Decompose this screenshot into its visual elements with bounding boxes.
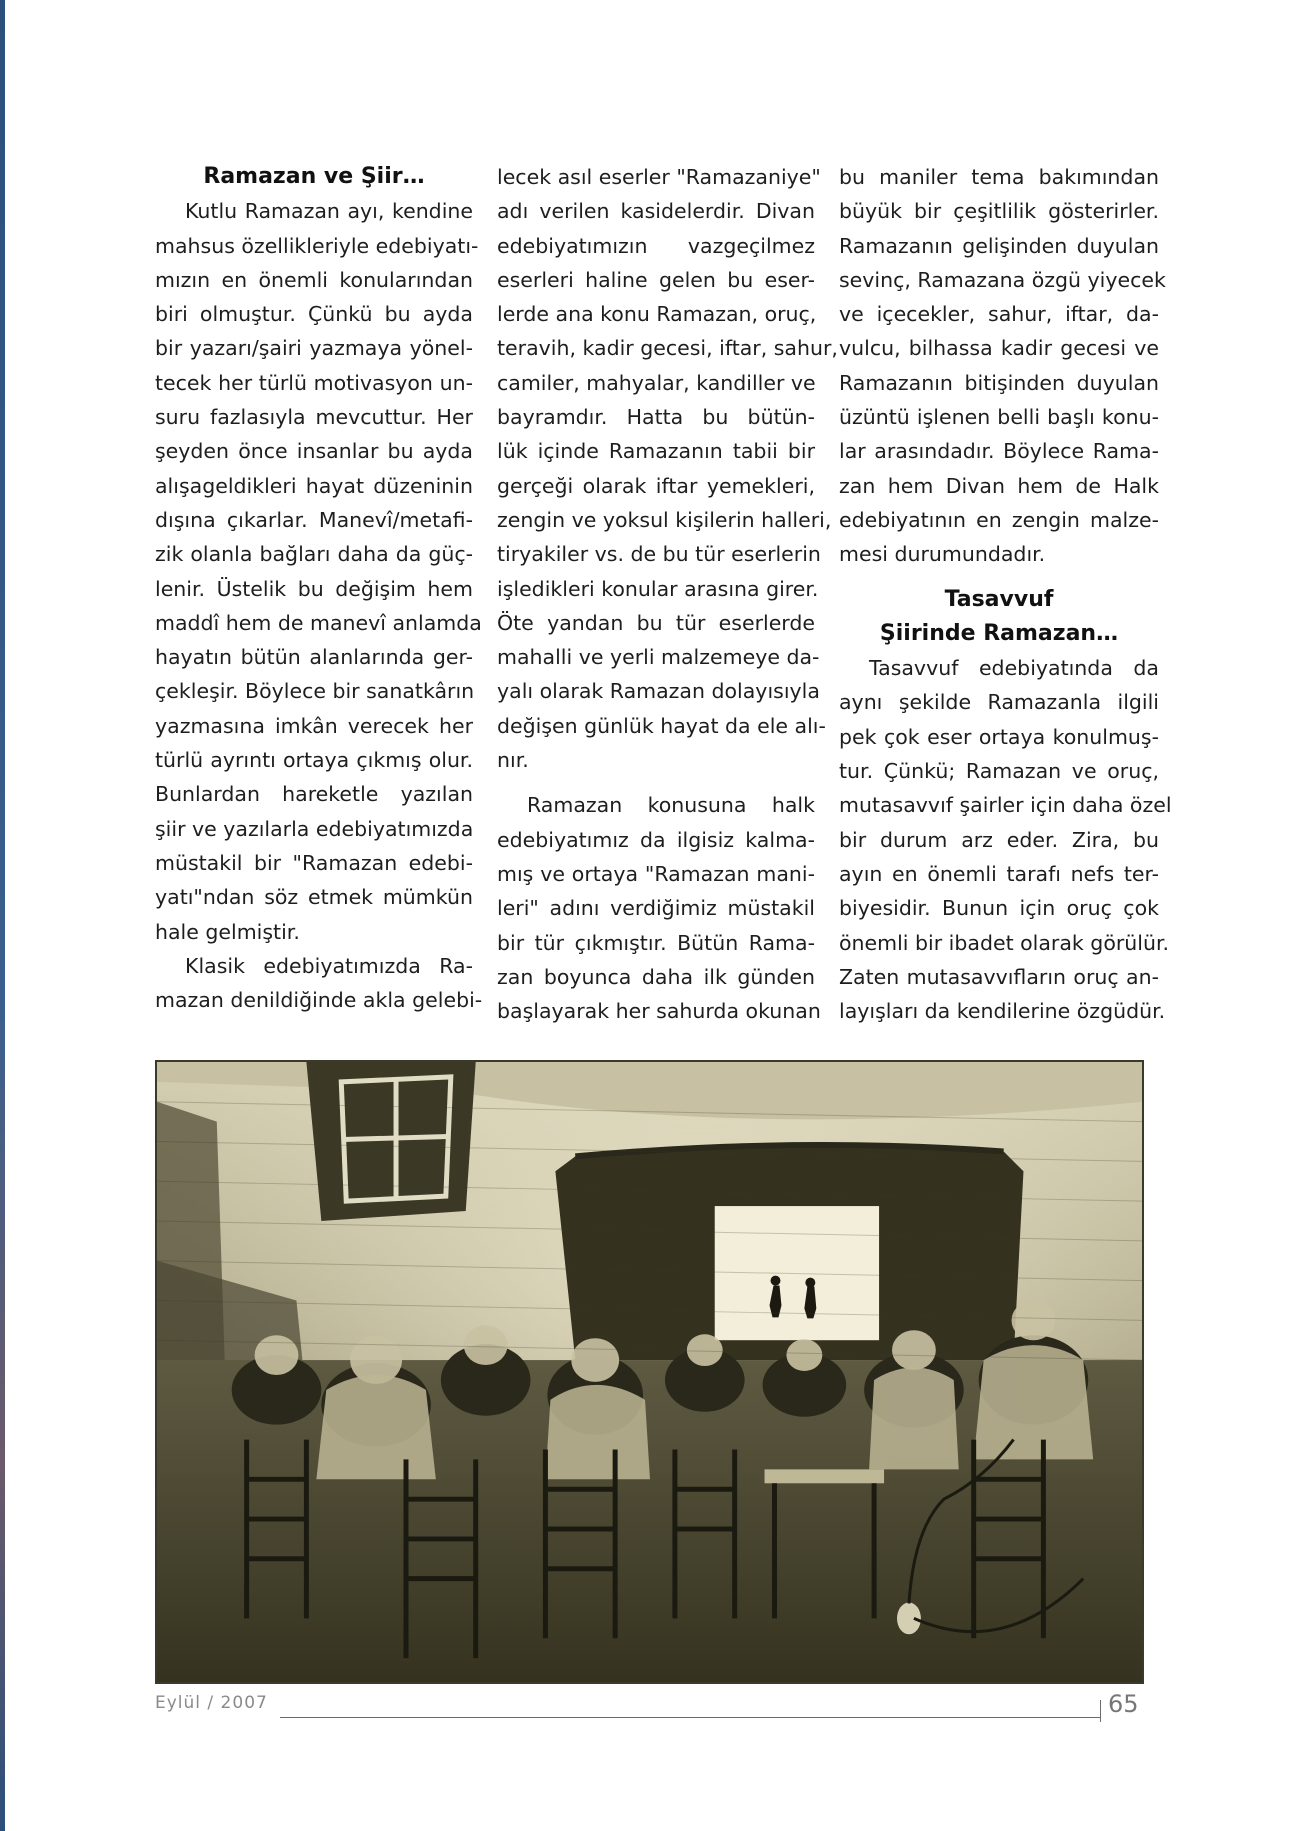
text-line: yazmasına imkân verecek her [155,713,473,738]
text-line: alışageldikleri hayat düzeninin [155,473,473,498]
text-line: mesi durumundadır. [839,542,1046,567]
text-line: hale gelmiştir. [155,919,300,944]
text-line: yalı olarak Ramazan dolayısıyla [497,679,820,704]
text-line: müstakil bir "Ramazan edebi- [155,850,473,875]
text-line: Klasik edebiyatımızda Ra- [185,953,473,978]
article-column-2 [497,160,838,1028]
text-line: maddî hem de manevî anlamda [155,610,482,635]
text-line: gerçeği olarak iftar yemekleri, [497,473,815,498]
text-line: tiryakiler vs. de bu tür eserlerin [497,542,821,567]
text-line: zengin ve yoksul kişilerin halleri, [497,507,832,532]
text-line: lük içinde Ramazanın tabii bir [497,439,815,464]
text-line: mızın en önemli konularından [155,267,473,292]
text-line: Öte yandan bu tür eserlerde [497,610,815,635]
text-line: mazan denildiğinde akla gelebi- [155,988,483,1013]
page-edge-strip [0,0,5,1831]
article-column-1 [155,160,483,1017]
text-line: nır. [497,748,529,773]
text-line: tecek her türlü motivasyon un- [155,370,473,395]
text-line: Kutlu Ramazan ayı, kendine [185,199,473,224]
text-line: işledikleri konular arasına girer. [497,576,819,601]
shadow-play-engraving [157,1062,1142,1682]
text-line: yatı"ndan söz etmek mümkün [155,885,473,910]
text-line: lerde ana konu Ramazan, oruç, [497,302,817,327]
text-line: pek çok eser ortaya konulmuş- [839,724,1159,749]
paragraph [839,160,1166,572]
text-line: zan boyunca daha ilk günden [497,964,815,989]
text-line: üzüntü işlenen belli başlı konu- [839,405,1159,430]
text-line: sevinç, Ramazana özgü yiyecek [839,267,1166,292]
text-line: bayramdır. Hatta bu bütün- [497,405,815,430]
text-line: mahsus özellikleriyle edebiyatı- [155,233,479,258]
section-heading-tasavvuf [839,583,1159,652]
text-line: mış ve ortaya "Ramazan mani- [497,861,815,886]
text-line: büyük bir çeşitlilik gösterirler. [839,199,1159,224]
section-heading-line-1: Tasavvuf [944,586,1054,612]
text-line: Bunlardan hareketle yazılan [155,782,473,807]
text-line: lar arasındadır. Böylece Rama- [839,439,1159,464]
text-line: değişen günlük hayat da ele alı- [497,713,826,738]
text-line: Zaten mutasavvıfların oruç an- [839,964,1159,989]
text-line: edebiyatımız da ilgisiz kalma- [497,827,815,852]
page-number: 65 [1108,1690,1139,1718]
text-line: biri olmuştur. Çünkü bu ayda [155,302,473,327]
text-line: tur. Çünkü; Ramazan ve oruç, [839,759,1159,784]
text-line: zan hem Divan hem de Halk [839,473,1159,498]
issue-date: Eylül / 2007 [155,1693,268,1713]
paragraph [497,160,838,777]
text-line: Ramazanın gelişinden duyulan [839,233,1159,258]
text-line: aynı şekilde Ramazanla ilgili [839,690,1159,715]
text-line: zik olanla bağları daha da güç- [155,542,473,567]
text-line: dışına çıkarlar. Manevî/metafi- [155,507,473,532]
text-line: Ramazan konusuna halk [527,793,815,818]
text-line: ve içecekler, sahur, iftar, da- [839,302,1159,327]
text-line: lecek asıl eserler "Ramazaniye" [497,165,821,189]
paragraph [497,788,821,1028]
paragraph [155,949,483,1018]
text-line: şiir ve yazılarla edebiyatımızda [155,816,474,841]
text-line: eserleri haline gelen bu eser- [497,267,815,292]
text-line: edebiyatımızın vazgeçilmez [497,233,815,258]
text-line: teravih, kadir gecesi, iftar, sahur, [497,336,838,361]
text-line: bir durum arz eder. Zira, bu [839,827,1159,852]
text-line: layışları da kendilerine özgüdür. [839,999,1166,1024]
text-line: vulcu, bilhassa kadir gecesi ve [839,336,1159,361]
paragraph [839,651,1172,1028]
article-column-3 [839,160,1172,1028]
text-line: Ramazanın bitişinden duyulan [839,370,1159,395]
text-line: bu maniler tema bakımından [839,165,1159,189]
paragraph [155,194,482,949]
footer-divider-tick [1100,1700,1101,1722]
section-heading-line-2: Şiirinde Ramazan… [879,620,1119,646]
text-line: hayatın bütün alanlarında ger- [155,645,473,670]
footer-rule [280,1717,1100,1718]
text-line: mutasavvıf şairler için daha özel [839,793,1172,818]
text-line: türlü ayrıntı ortaya çıkmış olur. [155,748,473,773]
text-line: biyesidir. Bunun için oruç çok [839,896,1159,921]
shadow-play-illustration [155,1060,1144,1684]
text-line: suru fazlasıyla mevcuttur. Her [155,405,473,430]
text-line: mahalli ve yerli malzemeye da- [497,645,820,670]
text-line: şeyden önce insanlar bu ayda [155,439,473,464]
text-line: leri" adını verdiğimiz müstakil [497,896,815,921]
section-heading-ramazan-ve-siir: Ramazan ve Şiir… [203,164,425,189]
text-line: çekleşir. Böylece bir sanatkârın [155,679,475,704]
text-line: başlayarak her sahurda okunan [497,999,821,1024]
text-line: lenir. Üstelik bu değişim hem [155,576,473,601]
text-line: bir tür çıkmıştır. Bütün Rama- [497,930,815,955]
text-line: adı verilen kasidelerdir. Divan [497,199,815,224]
text-line: camiler, mahyalar, kandiller ve [497,370,816,395]
text-line: bir yazarı/şairi yazmaya yönel- [155,336,473,361]
text-line: önemli bir ibadet olarak görülür. [839,930,1170,955]
text-line: Tasavvuf edebiyatında da [869,656,1159,681]
text-line: ayın en önemli tarafı nefs ter- [839,861,1159,886]
text-line: edebiyatının en zengin malze- [839,507,1159,532]
